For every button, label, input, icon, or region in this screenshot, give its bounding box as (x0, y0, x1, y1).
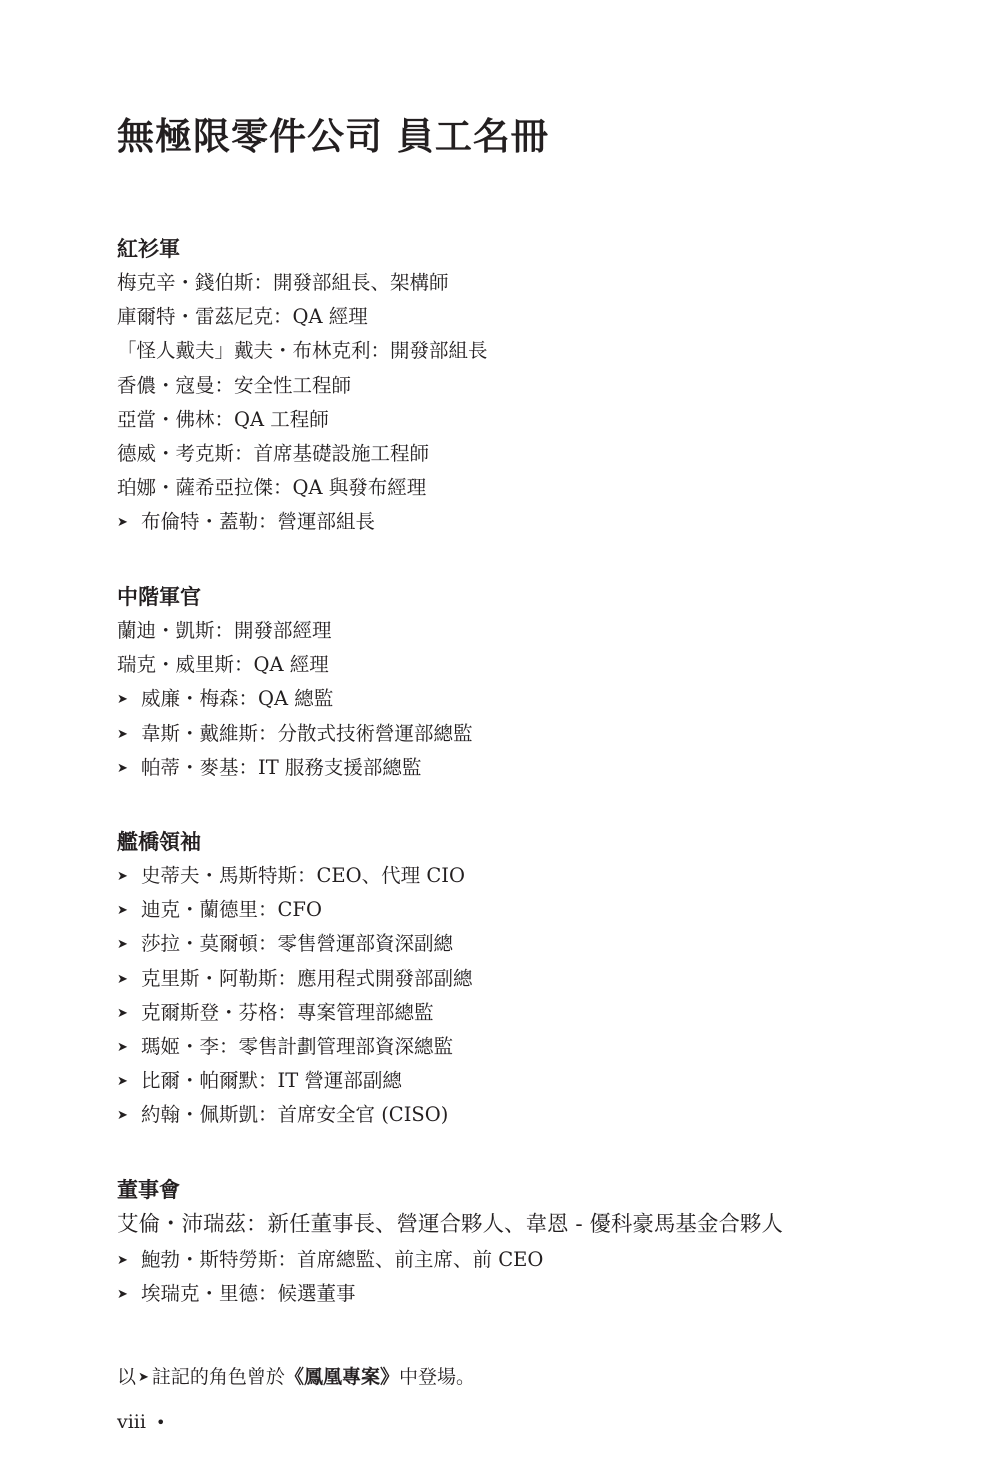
roster-entry (117, 614, 473, 648)
roster-entry-text: 帕蒂・麥基：IT 服務支援部總監 (141, 755, 422, 779)
roster-entry-text: 克里斯・阿勒斯：應用程式開發部副總 (141, 966, 473, 990)
roster-list (117, 614, 473, 785)
roster-entry-text: 亞當・佛林：QA 工程師 (117, 407, 329, 431)
roster-list (117, 859, 473, 1133)
roster-entry-text: 莎拉・莫爾頓：零售營運部資深副總 (141, 932, 454, 956)
roster-entry (117, 471, 488, 505)
roster-entry (117, 1064, 473, 1098)
roster-entry (117, 505, 488, 539)
section-heading: 董事會 (117, 1178, 180, 1202)
roster-entry-text: 布倫特・蓋勒：營運部組長 (141, 510, 376, 534)
roster-entry (117, 1098, 473, 1132)
roster-entry (117, 1030, 473, 1064)
roster-entry (117, 1207, 783, 1243)
roster-entry (117, 334, 488, 368)
section-board (117, 1173, 783, 1311)
arrow-marker-icon: ➤ (117, 1005, 128, 1021)
roster-entry-text: 威廉・梅森：QA 總監 (141, 687, 334, 711)
roster-list (117, 1207, 783, 1311)
roster-entry-text: 香儂・寇曼：安全性工程師 (117, 373, 352, 397)
section-heading: 中階軍官 (117, 585, 201, 609)
roster-entry-text: 鮑勃・斯特勞斯：首席總監、前主席、前 CEO (141, 1248, 544, 1271)
roster-entry-text: 珀娜・薩希亞拉傑：QA 與發布經理 (117, 476, 427, 500)
roster-entry (117, 927, 473, 961)
roster-entry (117, 437, 488, 471)
roster-entry-text: 克爾斯登・芬格：專案管理部總監 (141, 1000, 434, 1024)
page-title: 無極限零件公司 員工名冊 (117, 115, 549, 158)
book-title: 《鳳凰專案》 (284, 1366, 399, 1388)
arrow-marker-icon: ➤ (117, 1253, 128, 1268)
page-folio (117, 1405, 165, 1440)
arrow-marker-icon: ➤ (117, 1108, 128, 1124)
roster-entry-text: 迪克・蘭德里：CFO (141, 898, 322, 922)
arrow-marker-icon: ➤ (117, 515, 128, 531)
arrow-marker-icon: ➤ (117, 760, 128, 776)
roster-entry-text: 瑞克・威里斯：QA 經理 (117, 653, 329, 677)
roster-entry (117, 859, 473, 893)
arrow-marker-icon: ➤ (117, 1287, 128, 1303)
roster-entry-text: 德威・考克斯：首席基礎設施工程師 (117, 441, 430, 465)
roster-entry-text: 史蒂夫・馬斯特斯：CEO、代理 CIO (141, 864, 465, 887)
roster-entry (117, 962, 473, 996)
footnote-text-middle: 註記的角色曾於 (151, 1366, 285, 1388)
roster-entry-text: 庫爾特・雷茲尼克：QA 經理 (117, 305, 368, 329)
roster-entry-text: 約翰・佩斯凱：首席安全官 (CISO) (141, 1103, 449, 1127)
arrow-marker-icon: ➤ (117, 726, 128, 742)
roster-entry (117, 751, 473, 785)
roster-entry (117, 300, 488, 334)
roster-entry (117, 1277, 783, 1311)
roster-entry (117, 1243, 783, 1277)
footnote (117, 1360, 475, 1395)
arrow-marker-icon: ➤ (117, 937, 128, 953)
roster-entry-text: 艾倫・沛瑞茲：新任董事長、營運合夥人、韋恩 - 優科豪馬基金合夥人 (117, 1212, 783, 1237)
roster-entry-text: 比爾・帕爾默：IT 營運部副總 (141, 1069, 402, 1093)
arrow-marker-icon: ➤ (117, 1074, 128, 1090)
folio-bullet: • (155, 1413, 166, 1432)
roster-entry (117, 717, 473, 751)
footnote-text-before: 以 (117, 1366, 137, 1388)
roster-entry (117, 403, 488, 437)
roster-entry-text: 梅克辛・錢伯斯：開發部組長、架構師 (117, 271, 449, 294)
roster-entry (117, 682, 473, 716)
section-middle-officers (117, 580, 473, 785)
roster-entry-text: 埃瑞克・里德：候選董事 (141, 1282, 356, 1306)
roster-entry (117, 369, 488, 403)
roster-entry-text: 「怪人戴夫」戴夫・布林克利：開發部組長 (117, 339, 488, 363)
roster-entry (117, 266, 488, 300)
arrow-marker-icon: ➤ (117, 1039, 128, 1055)
roster-entry-text: 蘭迪・凱斯：開發部經理 (117, 619, 332, 642)
section-red-shirts (117, 232, 488, 540)
footnote-text-after: 中登場。 (398, 1366, 475, 1388)
roster-entry-text: 瑪姬・李：零售計劃管理部資深總監 (141, 1034, 454, 1058)
arrow-marker-icon: ➤ (117, 971, 128, 987)
roster-entry-text: 韋斯・戴維斯：分散式技術營運部總監 (141, 721, 473, 745)
arrow-marker-icon: ➤ (138, 1370, 149, 1385)
section-heading: 紅衫軍 (117, 237, 180, 261)
roster-entry (117, 648, 473, 682)
section-bridge-leaders (117, 825, 473, 1133)
arrow-marker-icon: ➤ (117, 869, 128, 884)
roster-entry (117, 893, 473, 927)
roster-entry (117, 996, 473, 1030)
arrow-marker-icon: ➤ (117, 692, 128, 708)
roster-list (117, 266, 488, 540)
section-heading: 艦橋領袖 (117, 830, 201, 854)
page-number: viii (117, 1411, 146, 1433)
arrow-marker-icon: ➤ (117, 903, 128, 919)
